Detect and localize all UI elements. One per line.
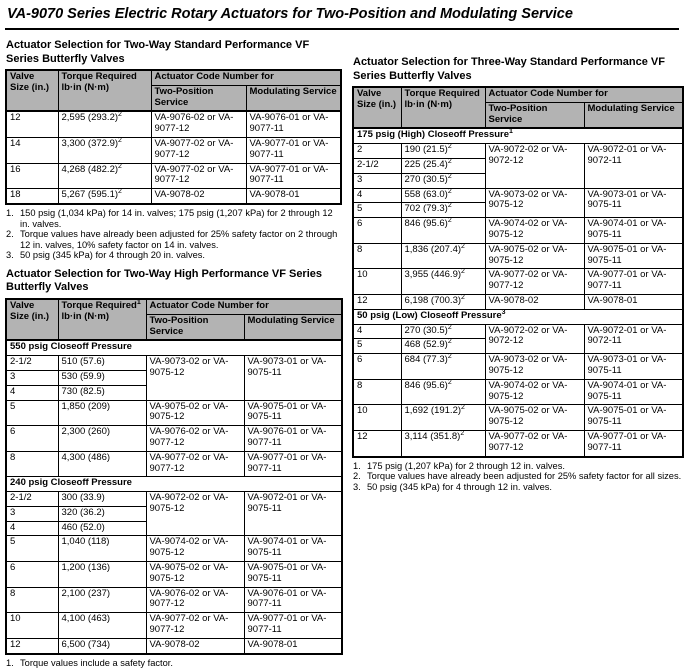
footnote: [6, 250, 342, 261]
table-header-cell: Two-Position Service: [151, 85, 246, 111]
table-cell: 6: [6, 562, 58, 588]
table-header-cell: Actuator Code Number for: [151, 70, 341, 85]
table-cell: 5: [353, 339, 401, 354]
table-cell: 5,267 $(595.1)^2$: [58, 189, 151, 204]
table-cell: VA-9073-02 or VA-9075-12: [485, 354, 584, 380]
footnote: [6, 658, 342, 669]
table-cell: 730 (82.5): [58, 385, 146, 400]
table-cell: VA-9072-01 or VA-9072-11: [584, 324, 683, 354]
table-cell: VA-9072-01 or VA-9075-11: [244, 492, 342, 536]
table-cell: 3,300 $(372.9)^2$: [58, 137, 151, 163]
table-header-cell: Modulating Service: [584, 102, 683, 128]
table-cell: 190 $(21.5)^2$: [401, 144, 485, 159]
table-row: [6, 189, 341, 204]
superscript-footnote-ref: 2: [461, 268, 465, 276]
table-cell: VA-9077-01 or VA-9077-11: [584, 269, 683, 295]
table-cell: VA-9075-02 or VA-9075-12: [146, 562, 244, 588]
table-cell: 8: [6, 587, 58, 613]
table-cell: 10: [353, 405, 401, 431]
table-row: [6, 536, 342, 562]
table-cell: 468 $(52.9)^2$: [401, 339, 485, 354]
superscript-footnote-ref: 2: [447, 378, 452, 386]
table-cell: 5: [6, 400, 58, 426]
table-row: [353, 144, 683, 159]
table-cell: 1,692 $(191.2)^2$: [401, 405, 485, 431]
table-cell: 300 (33.9): [58, 492, 146, 507]
table-cell: 3,955 $(446.9)^2$: [401, 269, 485, 295]
table-cell: 320 (36.2): [58, 506, 146, 521]
superscript-footnote-ref: 1: [136, 298, 141, 306]
table-cell: VA-9077-01 or VA-9077-11: [246, 137, 341, 163]
superscript-footnote-ref: 2: [461, 242, 465, 250]
table-header-cell: Valve Size (in.): [6, 70, 58, 111]
table-row: [6, 638, 342, 653]
footnote-text: 150 psig (1,034 kPa) for 14 in. valves; 175 psig (1,207 kPa) for 2 through 12 in. valves.: [20, 207, 333, 229]
table-cell: 12: [6, 638, 58, 653]
table-cell: 2,300 (260): [58, 426, 146, 452]
table-cell: VA-9073-01 or VA-9075-11: [584, 188, 683, 218]
table-cell: 846 $(95.6)^2$: [401, 379, 485, 405]
table-cell: VA-9072-02 or VA-9075-12: [146, 492, 244, 536]
table-cell: VA-9074-01 or VA-9075-11: [244, 536, 342, 562]
section-row: [6, 340, 342, 355]
table-cell: 6,198 $(700.3)^2$: [401, 294, 485, 309]
table-header-cell: Torque Required$^1$ lb·in (N·m): [58, 299, 146, 340]
table-cell: 270 $(30.5)^2$: [401, 173, 485, 188]
table-header-cell: Modulating Service: [244, 314, 342, 340]
table-cell: VA-9073-01 or VA-9075-11: [244, 356, 342, 400]
table-cell: VA-9074-01 or VA-9075-11: [584, 218, 683, 244]
table-cell: 2-1/2: [6, 492, 58, 507]
table-cell: 2-1/2: [6, 356, 58, 371]
table-row: [353, 243, 683, 269]
table-cell: 4: [6, 521, 58, 536]
table-cell: 2,100 (237): [58, 587, 146, 613]
footnote-number: 3.: [6, 250, 14, 261]
table-cell: VA-9073-01 or VA-9075-11: [584, 354, 683, 380]
footnotes-three-way-standard: [353, 461, 683, 493]
footnotes-two-way-standard: [6, 208, 342, 261]
table-header-cell: Valve Size (in.): [6, 299, 58, 340]
table-cell: 4: [353, 188, 401, 203]
footnote-number: 3.: [353, 481, 361, 492]
table-cell: VA-9078-01: [584, 294, 683, 309]
footnote-text: 50 psig (345 kPa) for 4 through 12 in. valves.: [367, 481, 553, 492]
table-header-cell: Torque Required lb·in (N·m): [58, 70, 151, 111]
table-cell: VA-9075-01 or VA-9075-11: [244, 400, 342, 426]
superscript-footnote-ref: 2: [447, 172, 452, 180]
table-row: [6, 356, 342, 371]
table-cell: VA-9076-01 or VA-9077-11: [244, 587, 342, 613]
table-cell: 8: [353, 379, 401, 405]
table-cell: 3: [353, 173, 401, 188]
table-header-cell: Two-Position Service: [146, 314, 244, 340]
table-cell: 2-1/2: [353, 158, 401, 173]
table-cell: VA-9075-02 or VA-9075-12: [485, 243, 584, 269]
table-cell: VA-9073-02 or VA-9075-12: [146, 356, 244, 400]
table-cell: 4: [6, 385, 58, 400]
table-header-cell: Actuator Code Number for: [485, 87, 683, 102]
table-row: [353, 379, 683, 405]
table-row: [6, 451, 342, 477]
superscript-footnote-ref: 2: [447, 217, 452, 225]
table-cell: 270 $(30.5)^2$: [401, 324, 485, 339]
table-row: [6, 400, 342, 426]
table-cell: VA-9075-02 or VA-9075-12: [146, 400, 244, 426]
table-cell: 3: [6, 370, 58, 385]
table-cell: 5: [6, 536, 58, 562]
table-row: [353, 218, 683, 244]
table-row: [6, 137, 341, 163]
superscript-footnote-ref: 2: [461, 404, 465, 412]
footnote-number: 1.: [6, 207, 14, 218]
table-cell: VA-9078-01: [244, 638, 342, 653]
superscript-footnote-ref: 2: [447, 352, 452, 360]
table-heading-line: Actuator Selection for Three-Way Standard Performance VF: [353, 56, 665, 68]
superscript-footnote-ref: 2: [460, 429, 465, 437]
table-cell: 6: [6, 426, 58, 452]
footnote: [353, 461, 683, 472]
footnote-number: 1.: [6, 657, 14, 668]
table-row: [6, 111, 341, 137]
table-row: [353, 324, 683, 339]
section-row: [353, 309, 683, 324]
table-header-row: [353, 87, 683, 102]
superscript-footnote-ref: 2: [447, 143, 452, 151]
table-cell: VA-9076-02 or VA-9077-12: [146, 587, 244, 613]
table-header-cell: Modulating Service: [246, 85, 341, 111]
table-header-cell: Valve Size (in.): [353, 87, 401, 128]
table-cell: VA-9076-02 or VA-9077-12: [151, 111, 246, 137]
table-cell: VA-9078-02: [485, 294, 584, 309]
table-cell: VA-9077-02 or VA-9077-12: [485, 269, 584, 295]
table-row: [6, 613, 342, 639]
table-cell: 530 (59.9): [58, 370, 146, 385]
table-cell: VA-9077-02 or VA-9077-12: [151, 163, 246, 189]
table-heading-line: Series Butterfly Valves: [6, 52, 125, 65]
table-cell: VA-9075-01 or VA-9075-11: [584, 243, 683, 269]
table-cell: VA-9072-02 or VA-9072-12: [485, 324, 584, 354]
table-cell: 1,040 (118): [58, 536, 146, 562]
superscript-footnote-ref: 2: [118, 111, 122, 119]
superscript-footnote-ref: 2: [118, 136, 122, 144]
table-cell: 510 (57.6): [58, 356, 146, 371]
table-cell: 16: [6, 163, 58, 189]
section-row: [6, 477, 342, 492]
table-cell: 6,500 (734): [58, 638, 146, 653]
table-header-cell: Torque Required lb·in (N·m): [401, 87, 485, 128]
superscript-footnote-ref: 2: [118, 162, 122, 170]
table-cell: 12: [6, 111, 58, 137]
footnote-text: Torque values have already been adjusted for 25% safety factor for all sizes.: [367, 471, 682, 482]
table-cell: 8: [6, 451, 58, 477]
table-cell: 14: [6, 137, 58, 163]
section-header-cell: 50 psig (Low) Closeoff Pressure$^3$: [353, 309, 683, 324]
footnote: [6, 229, 342, 250]
section-header-cell: 175 psig (High) Closeoff Pressure$^1$: [353, 128, 683, 143]
table-cell: 18: [6, 189, 58, 204]
table-cell: 10: [353, 269, 401, 295]
table-row: [353, 269, 683, 295]
footnote: [353, 482, 683, 493]
footnote: [353, 471, 683, 482]
footnote-text: Torque values include a safety factor.: [20, 657, 173, 668]
table-row: [353, 294, 683, 309]
table-cell: VA-9074-01 or VA-9075-11: [584, 379, 683, 405]
table-cell: 2: [353, 144, 401, 159]
table-cell: 1,836 $(207.4)^2$: [401, 243, 485, 269]
table-heading-line: Actuator Selection for Two-Way Standard Performance VF: [6, 39, 310, 51]
table-cell: 6: [353, 354, 401, 380]
table-cell: VA-9072-02 or VA-9072-12: [485, 144, 584, 188]
table-cell: VA-9078-02: [151, 189, 246, 204]
table-cell: 460 (52.0): [58, 521, 146, 536]
superscript-footnote-ref: 1: [509, 128, 513, 136]
table-cell: VA-9073-02 or VA-9075-12: [485, 188, 584, 218]
table-row: [353, 405, 683, 431]
table-row: [6, 587, 342, 613]
table-header-cell: Two-Position Service: [485, 102, 584, 128]
superscript-footnote-ref: 3: [501, 308, 506, 316]
table-header-cell: Actuator Code Number for: [146, 299, 342, 314]
footnote-text: 175 psig (1,207 kPa) for 2 through 12 in. valves.: [367, 460, 565, 471]
table-cell: VA-9077-02 or VA-9077-12: [146, 613, 244, 639]
table-heading-three-way-standard: [353, 56, 683, 83]
table-cell: VA-9074-02 or VA-9075-12: [146, 536, 244, 562]
table-cell: VA-9072-01 or VA-9072-11: [584, 144, 683, 188]
superscript-footnote-ref: 2: [118, 188, 122, 196]
table-row: [6, 426, 342, 452]
table-cell: 3: [6, 506, 58, 521]
actuator-table: [5, 298, 343, 655]
footnote-number: 2.: [353, 471, 361, 482]
section-header-cell: 240 psig Closeoff Pressure: [6, 477, 342, 492]
table-cell: 4,268 $(482.2)^2$: [58, 163, 151, 189]
table-row: [353, 188, 683, 203]
table-cell: VA-9077-02 or VA-9077-12: [485, 430, 584, 456]
table-row: [353, 430, 683, 456]
table-cell: 702 $(79.3)^2$: [401, 203, 485, 218]
table-header-row: [6, 299, 342, 314]
table-cell: 10: [6, 613, 58, 639]
actuator-table: [352, 86, 684, 458]
table-cell: VA-9074-02 or VA-9075-12: [485, 218, 584, 244]
table-cell: 6: [353, 218, 401, 244]
superscript-footnote-ref: 2: [447, 157, 452, 165]
table-cell: VA-9075-01 or VA-9075-11: [584, 405, 683, 431]
table-heading-two-way-standard: [6, 39, 342, 66]
table-cell: 2,595 $(293.2)^2$: [58, 111, 151, 137]
footnote-text: Torque values have already been adjusted for 25% safety factor on 2 through 12 in. valves, 10% safety factor on 14 in. valves.: [20, 229, 338, 250]
table-cell: VA-9078-01: [246, 189, 341, 204]
table-cell: VA-9078-02: [146, 638, 244, 653]
table-cell: 684 $(77.3)^2$: [401, 354, 485, 380]
table-cell: VA-9075-02 or VA-9075-12: [485, 405, 584, 431]
section-header-cell: 550 psig Closeoff Pressure: [6, 340, 342, 355]
footnote-number: 1.: [353, 460, 361, 471]
table-cell: VA-9077-01 or VA-9077-11: [244, 451, 342, 477]
section-row: [353, 128, 683, 143]
column-left: [5, 30, 342, 672]
superscript-footnote-ref: 2: [447, 187, 452, 195]
table-three-way-standard: [352, 86, 683, 458]
table-cell: 12: [353, 294, 401, 309]
table-cell: VA-9077-02 or VA-9077-12: [146, 451, 244, 477]
table-cell: 4: [353, 324, 401, 339]
table-heading-line: Butterfly Valves: [6, 281, 89, 294]
content-columns: [5, 30, 682, 672]
table-cell: 5: [353, 203, 401, 218]
table-cell: VA-9077-01 or VA-9077-11: [584, 430, 683, 456]
table-cell: VA-9074-02 or VA-9075-12: [485, 379, 584, 405]
column-right: [352, 30, 683, 496]
table-heading-two-way-high-performance: [6, 268, 342, 295]
table-cell: VA-9076-01 or VA-9077-11: [244, 426, 342, 452]
table-cell: VA-9077-02 or VA-9077-12: [151, 137, 246, 163]
table-heading-line: Series Butterfly Valves: [353, 69, 472, 82]
table-cell: 4,300 (486): [58, 451, 146, 477]
table-cell: VA-9076-01 or VA-9077-11: [246, 111, 341, 137]
table-two-way-high-performance: [5, 298, 342, 655]
table-row: [6, 492, 342, 507]
table-cell: 4,100 (463): [58, 613, 146, 639]
table-cell: 558 $(63.0)^2$: [401, 188, 485, 203]
superscript-footnote-ref: 2: [447, 338, 452, 346]
table-cell: 1,200 (136): [58, 562, 146, 588]
table-cell: 1,850 (209): [58, 400, 146, 426]
superscript-footnote-ref: 2: [461, 293, 465, 301]
table-cell: 8: [353, 243, 401, 269]
page-title: VA-9070 Series Electric Rotary Actuators for Two-Position and Modulating Service: [5, 5, 679, 30]
actuator-table: [5, 69, 342, 205]
superscript-footnote-ref: 2: [447, 323, 452, 331]
table-cell: VA-9077-01 or VA-9077-11: [244, 613, 342, 639]
table-cell: 846 $(95.6)^2$: [401, 218, 485, 244]
table-cell: VA-9077-01 or VA-9077-11: [246, 163, 341, 189]
table-cell: VA-9076-02 or VA-9077-12: [146, 426, 244, 452]
footnotes-two-way-high-performance: [6, 658, 342, 669]
footnote-number: 2.: [6, 229, 14, 240]
table-row: [353, 354, 683, 380]
table-cell: 225 $(25.4)^2$: [401, 158, 485, 173]
superscript-footnote-ref: 2: [447, 202, 452, 210]
table-cell: 3,114 $(351.8)^2$: [401, 430, 485, 456]
table-header-row: [6, 70, 341, 85]
table-cell: VA-9075-01 or VA-9075-11: [244, 562, 342, 588]
footnote: [6, 208, 342, 229]
table-row: [6, 163, 341, 189]
table-two-way-standard: [5, 69, 342, 205]
table-row: [6, 562, 342, 588]
footnote-text: 50 psig (345 kPa) for 4 through 20 in. valves.: [20, 250, 206, 261]
table-heading-line: Actuator Selection for Two-Way High Performance VF Series: [6, 267, 323, 280]
table-cell: 12: [353, 430, 401, 456]
